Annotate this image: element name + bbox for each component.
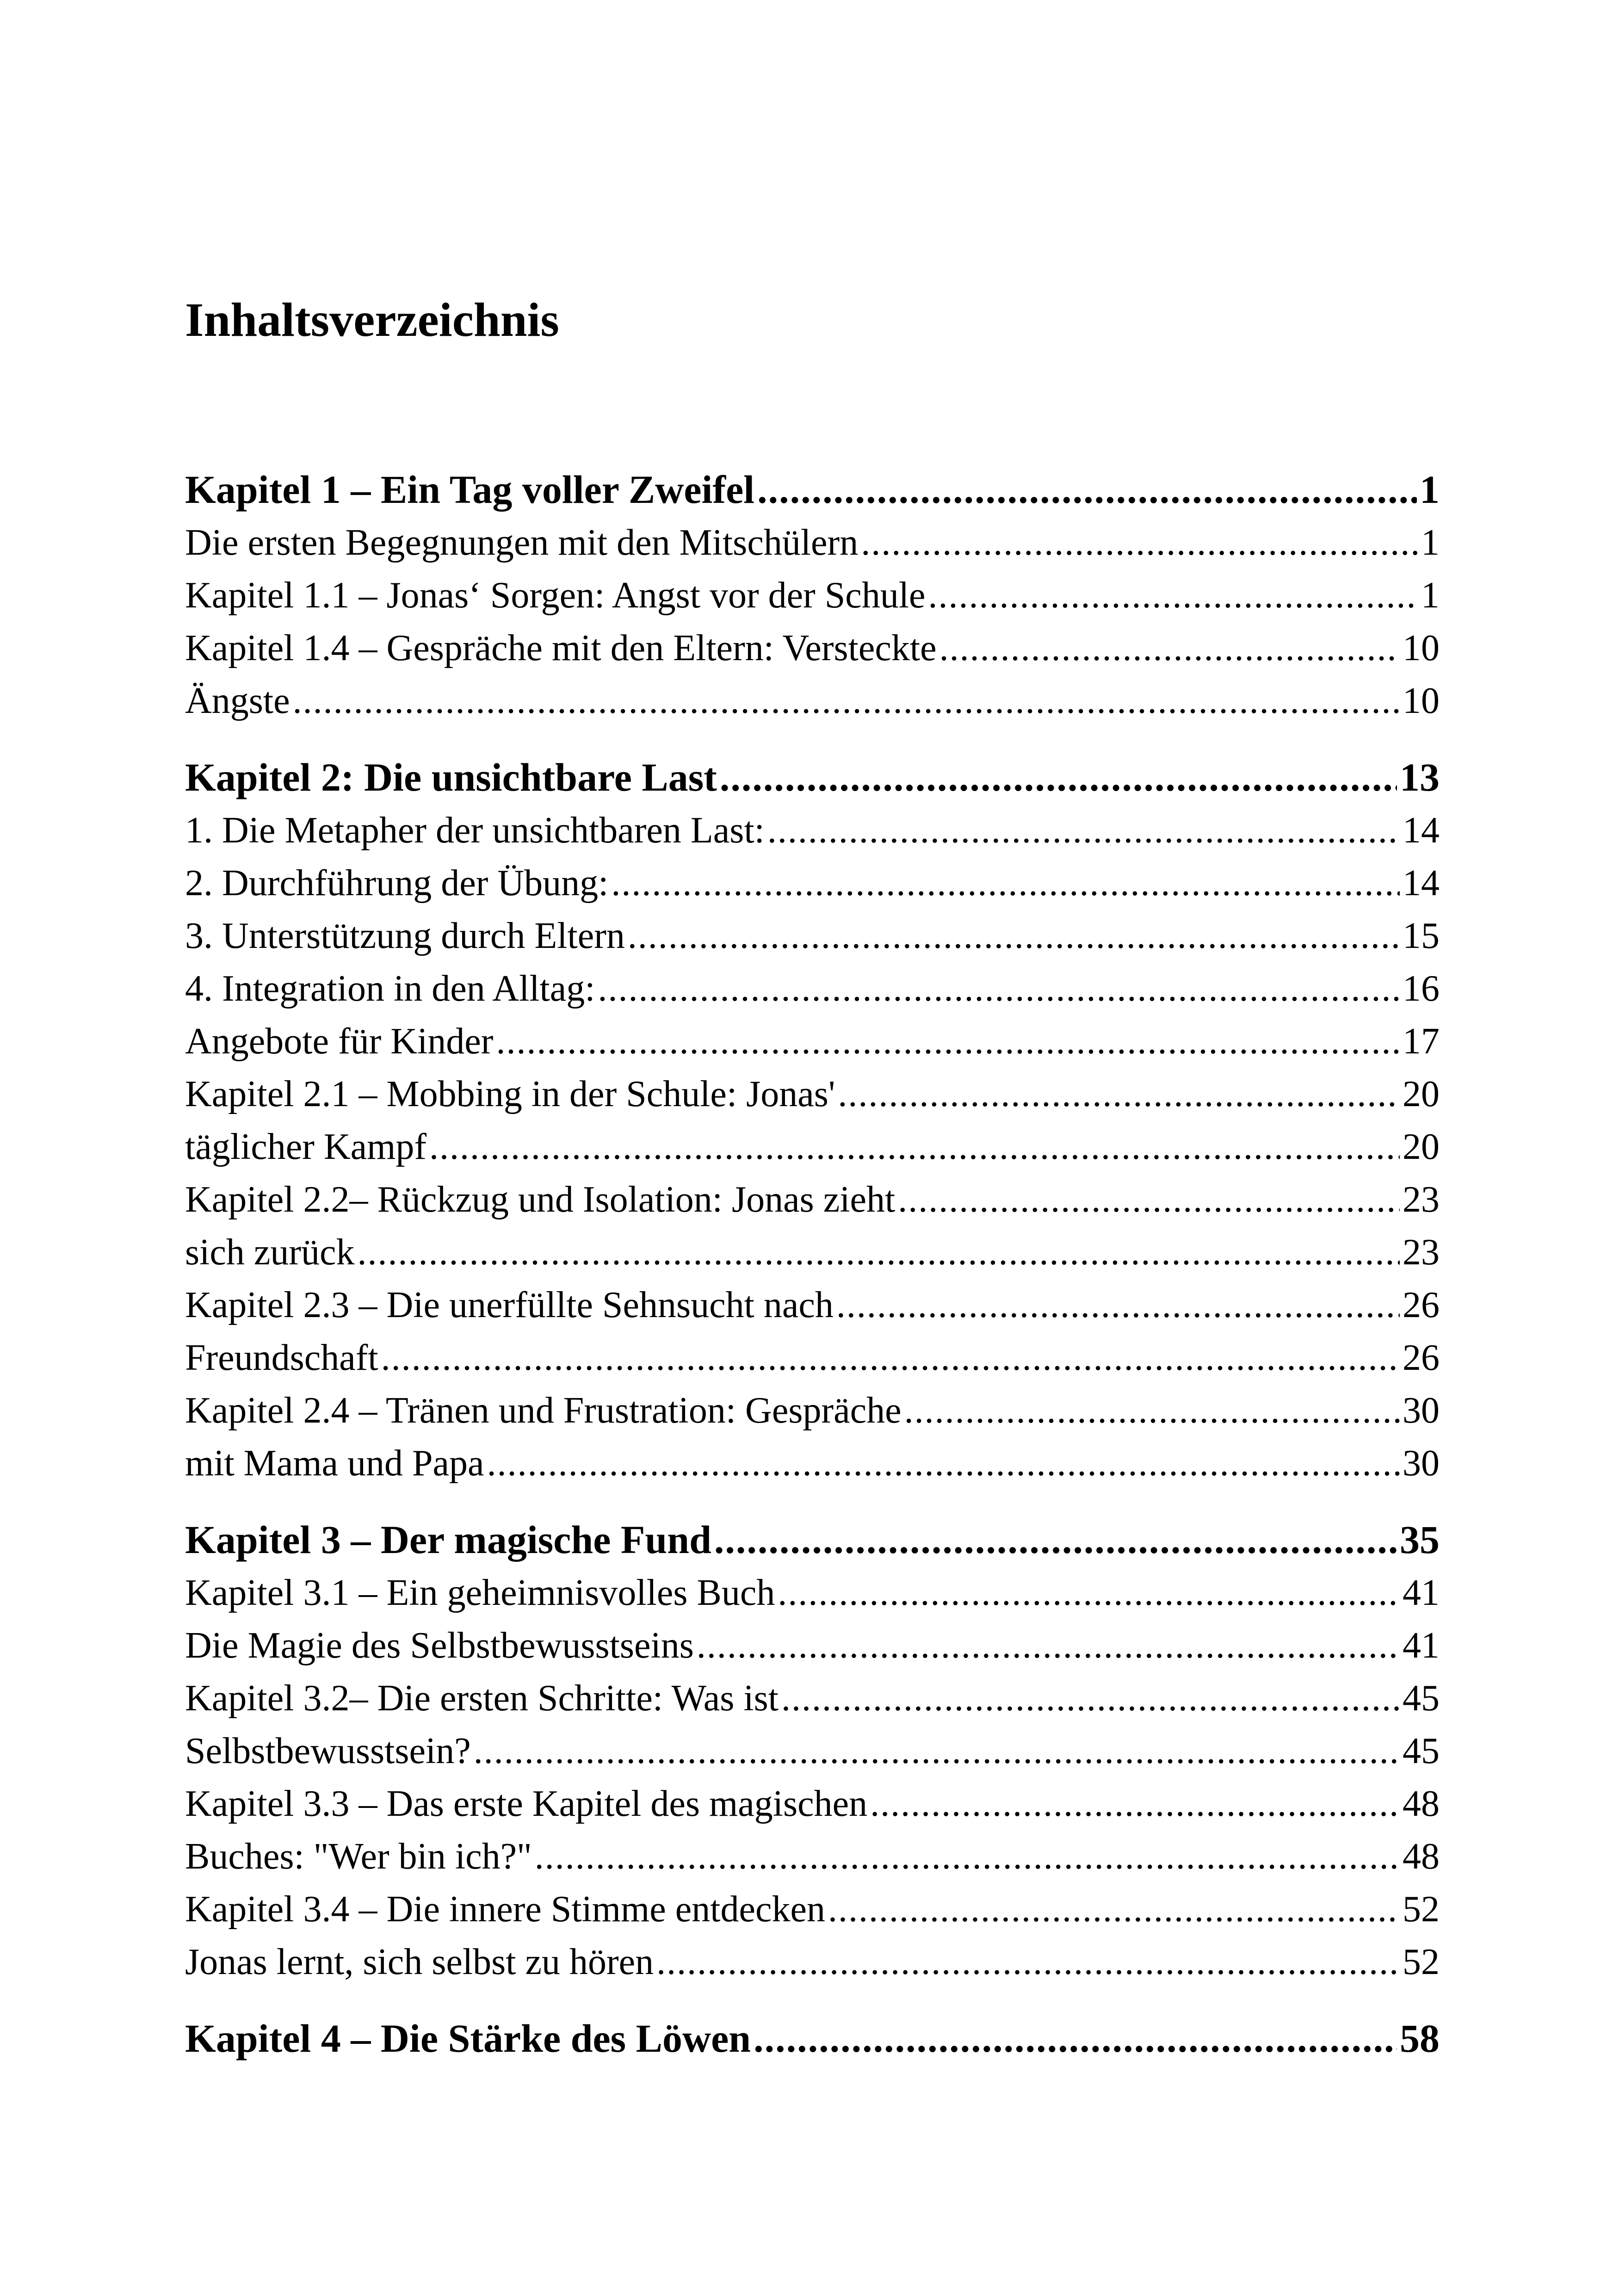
toc-entry-text: Kapitel 2.4 – Tränen und Frustration: Gespräche (185, 1390, 902, 1431)
toc-entry-text: 3. Unterstützung durch Eltern (185, 916, 625, 956)
toc-entry-text: Kapitel 3.4 – Die innere Stimme entdecken (185, 1889, 826, 1930)
toc-entry-chapter[interactable] (185, 1513, 1440, 1566)
toc-entry-text: Angebote für Kinder (185, 1021, 494, 1062)
toc-entry-text: Kapitel 2.2– Rückzug und Isolation: Jonas zieht (185, 1179, 896, 1220)
toc-leader-dots (720, 750, 1397, 804)
toc-page-number: 30 (1403, 1390, 1440, 1431)
toc-entry[interactable] (185, 1777, 1440, 1830)
toc-entry-chapter[interactable] (185, 750, 1440, 804)
toc-entry-text: Buches: "Wer bin ich?" (185, 1836, 532, 1877)
toc-page-number: 45 (1403, 1678, 1440, 1719)
toc-page-number: 16 (1403, 968, 1440, 1009)
toc-entry[interactable] (185, 857, 1440, 910)
toc-entry[interactable] (185, 1173, 1440, 1226)
toc-entry[interactable] (185, 622, 1440, 675)
toc-entry-text: Kapitel 2.3 – Die unerfüllte Sehnsucht nach (185, 1285, 834, 1325)
toc-page-number: 1 (1421, 522, 1440, 563)
toc-entry[interactable] (185, 962, 1440, 1015)
toc-page-number: 48 (1403, 1836, 1440, 1877)
toc-entry-text: täglicher Kampf (185, 1126, 426, 1167)
page-title: Inhaltsverzeichnis (185, 293, 559, 347)
toc-entry-chapter[interactable] (185, 2011, 1440, 2065)
toc-leader-dots (714, 1513, 1397, 1566)
toc-page-number: 52 (1403, 1889, 1440, 1930)
toc-entry[interactable] (185, 1566, 1440, 1619)
toc-leader-dots (939, 622, 1400, 675)
toc-leader-dots (628, 910, 1400, 962)
toc-leader-dots (358, 1226, 1400, 1279)
toc-page-number: 30 (1403, 1443, 1440, 1484)
toc-entry-text: Ängste (185, 681, 290, 721)
toc-page-number: 15 (1403, 916, 1440, 956)
toc-entry[interactable] (185, 1725, 1440, 1777)
toc-entry[interactable] (185, 1120, 1440, 1173)
toc-page-number: 45 (1403, 1731, 1440, 1771)
toc-page (185, 0, 1440, 2296)
toc-leader-dots (828, 1883, 1400, 1936)
toc-leader-dots (778, 1566, 1400, 1619)
toc-leader-dots (904, 1384, 1400, 1437)
toc-entry-text: Jonas lernt, sich selbst zu hören (185, 1942, 654, 1982)
toc-page-number: 1 (1420, 467, 1440, 512)
toc-leader-dots (928, 569, 1418, 622)
toc-entry-text: 4. Integration in den Alltag: (185, 968, 595, 1009)
toc-page-number: 13 (1400, 755, 1440, 799)
toc-leader-dots (611, 857, 1400, 910)
toc-leader-dots (898, 1173, 1400, 1226)
toc-entry[interactable] (185, 1672, 1440, 1725)
toc-leader-dots (598, 962, 1400, 1015)
toc-page-number: 23 (1403, 1232, 1440, 1273)
toc-entry-text: Kapitel 3.1 – Ein geheimnisvolles Buch (185, 1572, 775, 1613)
toc-page-number: 35 (1400, 1517, 1440, 1562)
toc-leader-dots (535, 1830, 1400, 1883)
toc-entry[interactable] (185, 1068, 1440, 1120)
toc-leader-dots (381, 1331, 1400, 1384)
toc-page-number: 20 (1403, 1074, 1440, 1114)
toc-page-number: 14 (1403, 863, 1440, 904)
toc-entry-text: Selbstbewusstsein? (185, 1731, 471, 1771)
toc-list (185, 463, 1440, 2065)
toc-entry[interactable] (185, 1331, 1440, 1384)
toc-entry-text: 1. Die Metapher der unsichtbaren Last: (185, 810, 765, 851)
toc-entry-text: mit Mama und Papa (185, 1443, 484, 1484)
toc-leader-dots (757, 463, 1417, 516)
toc-page-number: 41 (1403, 1572, 1440, 1613)
toc-entry[interactable] (185, 1226, 1440, 1279)
toc-leader-dots (496, 1015, 1400, 1068)
toc-leader-dots (861, 516, 1418, 569)
toc-entry[interactable] (185, 569, 1440, 622)
toc-entry-text: Kapitel 1 – Ein Tag voller Zweifel (185, 467, 755, 512)
toc-leader-dots (767, 804, 1400, 857)
toc-entry[interactable] (185, 516, 1440, 569)
toc-entry-text: 2. Durchführung der Übung: (185, 863, 609, 904)
toc-leader-dots (781, 1672, 1400, 1725)
toc-entry-text: Kapitel 1.1 – Jonas‘ Sorgen: Angst vor der Schule (185, 575, 926, 616)
toc-entry-text: Kapitel 1.4 – Gespräche mit den Eltern: Versteckte (185, 628, 937, 668)
toc-page-number: 26 (1403, 1285, 1440, 1325)
toc-page-number: 52 (1403, 1942, 1440, 1982)
toc-page-number: 1 (1421, 575, 1440, 616)
toc-entry-text: Die ersten Begegnungen mit den Mitschülern (185, 522, 859, 563)
toc-entry[interactable] (185, 1830, 1440, 1883)
toc-page-number: 20 (1403, 1126, 1440, 1167)
toc-entry[interactable] (185, 1279, 1440, 1331)
toc-entry-text: Kapitel 3 – Der magische Fund (185, 1517, 711, 1562)
toc-leader-dots (656, 1936, 1400, 1988)
toc-entry[interactable] (185, 1384, 1440, 1437)
toc-entry-text: sich zurück (185, 1232, 355, 1273)
toc-entry[interactable] (185, 910, 1440, 962)
toc-page-number: 10 (1403, 628, 1440, 668)
toc-entry-text: Kapitel 2: Die unsichtbare Last (185, 755, 717, 799)
toc-page-number: 48 (1403, 1783, 1440, 1824)
toc-page-number: 58 (1400, 2016, 1440, 2061)
toc-page-number: 17 (1403, 1021, 1440, 1062)
toc-entry[interactable] (185, 1883, 1440, 1936)
toc-page-number: 10 (1403, 681, 1440, 721)
toc-leader-dots (487, 1437, 1400, 1490)
toc-leader-dots (836, 1279, 1400, 1331)
toc-leader-dots (429, 1120, 1400, 1173)
toc-leader-dots (754, 2011, 1397, 2065)
toc-leader-dots (697, 1619, 1400, 1672)
toc-entry[interactable] (185, 1936, 1440, 1988)
toc-entry-text: Kapitel 3.2– Die ersten Schritte: Was ist (185, 1678, 779, 1719)
toc-page-number: 41 (1403, 1625, 1440, 1666)
toc-entry-chapter[interactable] (185, 463, 1440, 516)
toc-page-number: 23 (1403, 1179, 1440, 1220)
toc-leader-dots (293, 675, 1400, 727)
toc-entry-text: Kapitel 3.3 – Das erste Kapitel des magischen (185, 1783, 868, 1824)
toc-entry-text: Freundschaft (185, 1337, 378, 1378)
toc-entry-text: Kapitel 2.1 – Mobbing in der Schule: Jonas' (185, 1074, 835, 1114)
toc-leader-dots (838, 1068, 1400, 1120)
toc-leader-dots (870, 1777, 1400, 1830)
toc-page-number: 14 (1403, 810, 1440, 851)
toc-entry-text: Kapitel 4 – Die Stärke des Löwen (185, 2016, 751, 2061)
toc-entry[interactable] (185, 1015, 1440, 1068)
toc-leader-dots (474, 1725, 1400, 1777)
toc-entry[interactable] (185, 675, 1440, 727)
toc-entry-text: Die Magie des Selbstbewusstseins (185, 1625, 694, 1666)
toc-entry[interactable] (185, 1619, 1440, 1672)
toc-entry[interactable] (185, 804, 1440, 857)
toc-page-number: 26 (1403, 1337, 1440, 1378)
toc-entry[interactable] (185, 1437, 1440, 1490)
